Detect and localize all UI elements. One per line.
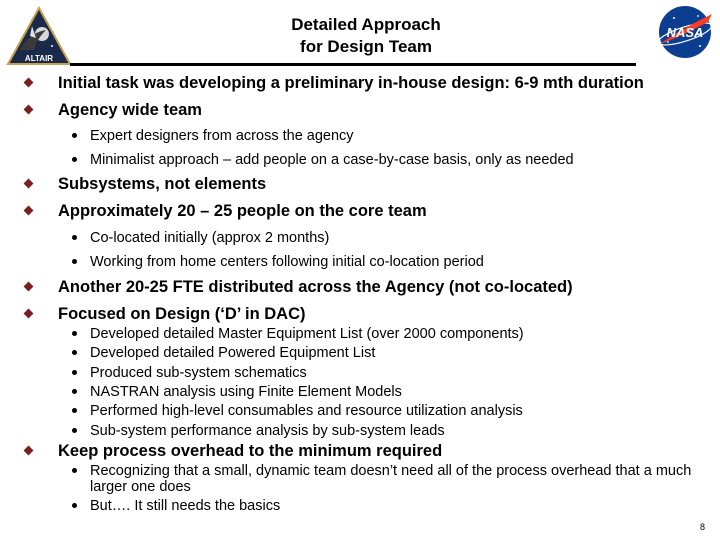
dot-bullet-icon [72, 350, 77, 355]
bullet-text: Subsystems, not elements [58, 175, 267, 193]
sub-bullet-item [90, 152, 574, 168]
title-line-1: Detailed Approach [291, 15, 441, 34]
sub-bullet-text: Developed detailed Master Equipment List (over 2000 components) [90, 326, 524, 342]
sub-bullet-item [90, 498, 280, 514]
dot-bullet-icon [72, 157, 77, 162]
sub-bullet-item [90, 254, 484, 270]
dot-bullet-icon [72, 370, 77, 375]
dot-bullet-icon [72, 428, 77, 433]
bullet-text: Another 20-25 FTE distributed across the Agency (not co-located) [58, 278, 573, 296]
altair-logo [6, 6, 72, 71]
sub-bullet-item [90, 326, 524, 342]
sub-bullet-text: Sub-system performance analysis by sub-system leads [90, 423, 445, 439]
diamond-bullet-icon [24, 179, 34, 189]
diamond-bullet-icon [24, 446, 34, 456]
sub-bullet-item [90, 463, 712, 495]
nasa-logo-text: NASA [666, 25, 704, 40]
bullet-item [58, 74, 644, 93]
dot-bullet-icon [72, 331, 77, 336]
bullet-text: Initial task was developing a preliminary in-house design: 6-9 mth duration [58, 74, 644, 92]
bullet-item [58, 442, 442, 461]
sub-bullet-text: Performed high-level consumables and resource utilization analysis [90, 403, 523, 419]
sub-bullet-text: Produced sub-system schematics [90, 365, 307, 381]
title-divider [70, 63, 636, 66]
sub-bullet-item [90, 230, 329, 246]
dot-bullet-icon [72, 389, 77, 394]
sub-bullet-text: But…. It still needs the basics [90, 498, 281, 514]
dot-bullet-icon [72, 259, 77, 264]
bullet-item [58, 278, 573, 297]
dot-bullet-icon [72, 235, 77, 240]
sub-bullet-item [90, 423, 445, 439]
sub-bullet-item [90, 345, 375, 361]
slide-title [150, 14, 582, 58]
bullet-item [58, 202, 427, 221]
title-line-2: for Design Team [300, 37, 432, 56]
diamond-bullet-icon [24, 206, 34, 216]
sub-bullet-item [90, 365, 307, 381]
page-number: 8 [700, 522, 706, 532]
dot-bullet-icon [72, 133, 77, 138]
nasa-logo [654, 4, 716, 65]
sub-bullet-item [90, 403, 523, 419]
bullet-text: Focused on Design (‘D’ in DAC) [58, 305, 306, 323]
bullet-text: Keep process overhead to the minimum required [58, 442, 443, 460]
dot-bullet-icon [72, 503, 77, 508]
sub-bullet-text: Co-located initially (approx 2 months) [90, 230, 330, 246]
diamond-bullet-icon [24, 309, 34, 319]
sub-bullet-text: Recognizing that a small, dynamic team doesn’t need all of the process overhead that a much larger one does [90, 463, 692, 495]
dot-bullet-icon [72, 468, 77, 473]
dot-bullet-icon [72, 408, 77, 413]
sub-bullet-item [90, 128, 354, 144]
bullet-text: Approximately 20 – 25 people on the core team [58, 202, 427, 220]
sub-bullet-text: Expert designers from across the agency [90, 128, 354, 144]
bullet-item [58, 305, 306, 324]
sub-bullet-item [90, 384, 402, 400]
diamond-bullet-icon [24, 78, 34, 88]
altair-logo-text: ALTAIR [24, 54, 54, 63]
diamond-bullet-icon [24, 105, 34, 115]
sub-bullet-text: NASTRAN analysis using Finite Element Models [90, 384, 402, 400]
bullet-text: Agency wide team [58, 101, 202, 119]
bullet-item [58, 101, 202, 120]
sub-bullet-text: Working from home centers following initial co-location period [90, 254, 484, 270]
bullet-item [58, 175, 266, 194]
diamond-bullet-icon [24, 282, 34, 292]
sub-bullet-text: Developed detailed Powered Equipment List [90, 345, 376, 361]
sub-bullet-text: Minimalist approach – add people on a case-by-case basis, only as needed [90, 152, 574, 168]
